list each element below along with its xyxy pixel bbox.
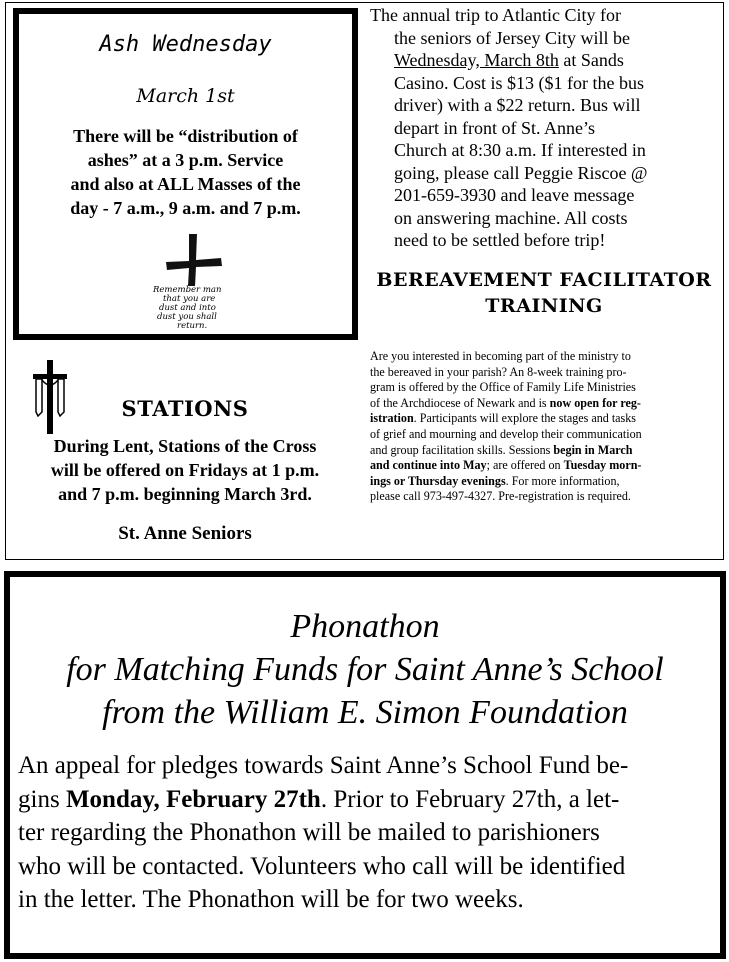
phonathon-title bbox=[10, 605, 720, 734]
text-fragment-bold: Monday, February 27th bbox=[65, 785, 321, 813]
text-line bbox=[370, 443, 715, 459]
bereavement-text bbox=[370, 349, 715, 505]
text-fragment-bold: and continue into May bbox=[370, 458, 487, 473]
ash-wednesday-box bbox=[13, 8, 358, 340]
text-fragment-bold: begin in March bbox=[553, 442, 633, 457]
text-line bbox=[370, 411, 715, 427]
ash-line: day - 7 a.m., 9 a.m. and 7 p.m. bbox=[70, 198, 301, 218]
text-line: who will be contacted. Volunteers who call will be identified bbox=[18, 852, 626, 880]
text-fragment: . Prior to February 27th, a let- bbox=[320, 785, 620, 813]
title-line: BEREAVEMENT FACILITATOR bbox=[376, 269, 712, 291]
text-line bbox=[18, 783, 718, 817]
text-line: in the letter. The Phonathon will be for two weeks. bbox=[18, 886, 524, 913]
phonathon-box bbox=[4, 571, 726, 959]
title-line: for Matching Funds for Saint Anne’s School bbox=[66, 651, 664, 688]
text-line: The annual trip to Atlantic City for bbox=[370, 5, 621, 25]
text-line bbox=[370, 474, 715, 490]
text-fragment: at Sands bbox=[558, 50, 624, 70]
title-line: Phonathon bbox=[290, 608, 440, 645]
text-fragment-bold: now open for reg- bbox=[549, 395, 641, 410]
bereavement-title bbox=[366, 267, 722, 319]
ash-line: There will be “distribution of bbox=[73, 126, 298, 146]
text-line: depart in front of St. Anne’s bbox=[394, 117, 595, 138]
text-fragment-bold: ings or Thursday evenings bbox=[370, 473, 506, 488]
cross-caption-line: that you are bbox=[163, 294, 216, 304]
ash-wednesday-text bbox=[33, 124, 338, 220]
text-line: going, please call Peggie Riscoe @ bbox=[394, 162, 648, 183]
text-fragment: ; are offered on bbox=[486, 458, 564, 473]
phonathon-text bbox=[18, 749, 718, 917]
ash-line: ashes” at a 3 p.m. Service bbox=[87, 150, 284, 170]
cross-caption-line: Remember man bbox=[153, 285, 222, 295]
text-fragment: . For more information, bbox=[505, 473, 620, 488]
text-fragment: and group facilitation skills. Sessions bbox=[370, 442, 554, 457]
stations-text bbox=[10, 434, 360, 506]
text-fragment-bold: Tuesday morn- bbox=[563, 458, 642, 473]
ash-wednesday-title: Ash Wednesday bbox=[99, 32, 272, 57]
cross-caption-line: return. bbox=[177, 321, 208, 330]
text-line: the seniors of Jersey City will be bbox=[394, 27, 630, 48]
text-fragment: gins bbox=[18, 785, 66, 813]
text-line bbox=[370, 49, 718, 72]
text-line: on answering machine. All costs bbox=[394, 207, 628, 228]
text-line: need to be settled before trip! bbox=[394, 230, 606, 250]
handwritten-cross-icon bbox=[147, 230, 237, 330]
stations-line: During Lent, Stations of the Cross bbox=[53, 436, 317, 456]
stations-title: STATIONS bbox=[121, 396, 249, 421]
cross-caption-line: dust and into bbox=[159, 303, 216, 313]
text-line: 201-659-3930 and leave message bbox=[394, 185, 635, 205]
text-fragment: of the Archdiocese of Newark and is bbox=[370, 395, 550, 410]
text-line: driver) with a $22 return. Bus will bbox=[394, 95, 641, 115]
ash-wednesday-date: March 1st bbox=[136, 85, 235, 107]
text-line bbox=[370, 458, 715, 474]
ash-line: and also at ALL Masses of the bbox=[70, 174, 301, 194]
text-line: ter regarding the Phonathon will be mailed to parishioners bbox=[18, 819, 600, 846]
text-fragment: . Participants will explore the stages and tasks bbox=[413, 411, 637, 426]
atlantic-city-trip-text bbox=[370, 4, 718, 252]
trip-date: Wednesday, March 8th bbox=[394, 50, 559, 70]
text-line: the bereaved in your parish? An 8-week training pro- bbox=[370, 364, 627, 379]
stations-line: will be offered on Fridays at 1 p.m. bbox=[50, 460, 320, 480]
text-line: of grief and mourning and develop their communication bbox=[370, 426, 642, 441]
st-anne-seniors-heading: St. Anne Seniors bbox=[118, 523, 252, 544]
text-line: An appeal for pledges towards Saint Anne’s School Fund be- bbox=[18, 752, 629, 779]
text-line: Church at 8:30 a.m. If interested in bbox=[394, 140, 646, 160]
text-line: Are you interested in becoming part of the ministry to bbox=[370, 349, 631, 363]
text-line bbox=[370, 396, 715, 412]
text-line: please call 973-497-4327. Pre-registration is required. bbox=[370, 489, 631, 504]
title-line: TRAINING bbox=[485, 295, 603, 317]
cross-caption-line: dust you shall bbox=[157, 312, 217, 322]
stations-line: and 7 p.m. beginning March 3rd. bbox=[58, 484, 312, 504]
title-line: from the William E. Simon Foundation bbox=[102, 694, 628, 731]
text-fragment-bold: istration bbox=[370, 411, 414, 426]
text-line: gram is offered by the Office of Family Life Ministries bbox=[370, 380, 636, 395]
text-line: Casino. Cost is $13 ($1 for the bus bbox=[394, 72, 644, 93]
